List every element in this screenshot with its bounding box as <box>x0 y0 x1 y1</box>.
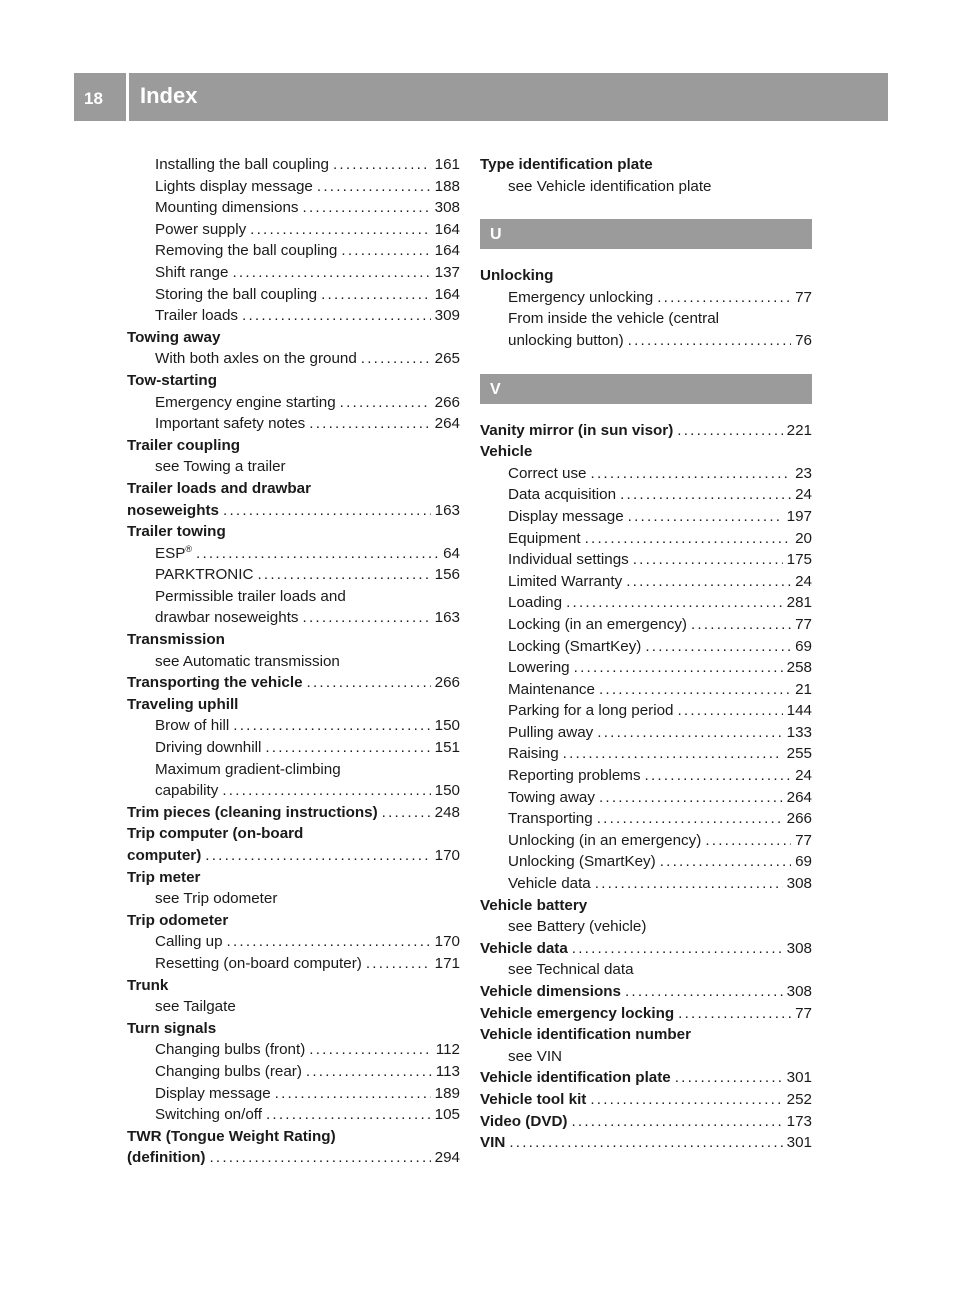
index-entry[interactable]: Lowering . . . 258 <box>480 657 812 679</box>
index-entry[interactable]: Loading . . . 281 <box>480 592 812 614</box>
index-entry[interactable]: Display message . . . 189 <box>127 1083 460 1105</box>
index-heading: Towing away <box>127 328 221 346</box>
index-entry[interactable]: Shift range . . . 137 <box>127 262 460 284</box>
index-entry[interactable]: Removing the ball coupling . . . 164 <box>127 240 460 262</box>
index-entry[interactable]: Brow of hill . . . 150 <box>127 715 460 737</box>
index-heading: Type identification plate <box>480 156 653 173</box>
index-heading: Unlocking <box>480 267 554 285</box>
index-entry[interactable]: Resetting (on-board computer) . . . 171 <box>127 953 460 975</box>
index-heading: Trailer loads and drawbar <box>127 479 311 497</box>
index-entry[interactable]: ESP® . . . 64 <box>127 543 460 565</box>
index-heading: TWR (Tongue Weight Rating) <box>127 1127 336 1145</box>
index-entry[interactable]: Vehicle tool kit . . . 252 <box>480 1089 812 1111</box>
index-heading: Trailer towing <box>127 523 226 541</box>
section-letter-u: U <box>480 219 812 249</box>
index-entry[interactable]: Changing bulbs (rear) . . . 113 <box>127 1061 460 1083</box>
index-entry[interactable]: Power supply . . . 164 <box>127 219 460 241</box>
index-entry[interactable]: Vehicle emergency locking . . . 77 <box>480 1003 812 1025</box>
index-entry[interactable]: computer) . . . 170 <box>127 845 460 867</box>
index-entry[interactable]: Equipment . . . 20 <box>480 528 812 550</box>
index-heading: Vehicle battery <box>480 896 588 914</box>
index-see-reference[interactable]: see Technical data <box>508 961 634 979</box>
index-entry[interactable]: Vehicle dimensions . . . 308 <box>480 981 812 1003</box>
index-heading: Trailer coupling <box>127 436 241 454</box>
index-entry[interactable]: Correct use . . . 23 <box>480 463 812 485</box>
page-header <box>74 73 888 121</box>
index-entry[interactable]: VIN . . . 301 <box>480 1132 812 1154</box>
index-entry[interactable]: Storing the ball coupling . . . 164 <box>127 284 460 306</box>
index-entry[interactable]: Trailer loads . . . 309 <box>127 305 460 327</box>
index-see-reference[interactable]: see Battery (vehicle) <box>508 918 647 936</box>
index-see-reference[interactable]: see Towing a trailer <box>155 458 286 476</box>
index-entry[interactable]: Parking for a long period . . . 144 <box>480 700 812 722</box>
page-number: 18 <box>84 89 103 108</box>
index-entry[interactable]: With both axles on the ground . . . 265 <box>127 348 460 370</box>
index-entry[interactable]: Video (DVD) . . . 173 <box>480 1111 812 1133</box>
index-entry[interactable]: Reporting problems . . . 24 <box>480 765 812 787</box>
index-see-reference[interactable]: see VIN <box>508 1047 563 1065</box>
index-entry[interactable]: Mounting dimensions . . . 308 <box>127 197 460 219</box>
index-entry[interactable]: noseweights . . . 163 <box>127 500 460 522</box>
index-see-reference[interactable]: see Vehicle identification plate <box>508 177 712 195</box>
registered-mark: ® <box>185 543 193 554</box>
index-heading: Trip meter <box>127 868 201 886</box>
index-heading: Trip computer (on-board <box>127 825 304 843</box>
index-entry-line: Maximum gradient-climbing <box>155 760 341 778</box>
index-entry[interactable]: Important safety notes . . . 264 <box>127 413 460 435</box>
index-entry[interactable]: Individual settings . . . 175 <box>480 549 812 571</box>
index-entry[interactable]: Emergency engine starting . . . 266 <box>127 392 460 414</box>
index-entry-line: Permissible trailer loads and <box>155 587 346 605</box>
index-entry[interactable]: Changing bulbs (front) . . . 112 <box>127 1039 460 1061</box>
index-entry[interactable]: Vehicle identification plate . . . 301 <box>480 1067 812 1089</box>
index-heading: Vehicle <box>480 443 533 461</box>
section-letter-v: V <box>480 374 812 404</box>
index-entry[interactable]: unlocking button) . . . 76 <box>480 330 812 352</box>
index-entry[interactable]: Transporting the vehicle . . . 266 <box>127 672 460 694</box>
index-entry[interactable]: Transporting . . . 266 <box>480 808 812 830</box>
index-entry[interactable]: Trim pieces (cleaning instructions) . . . 248 <box>127 802 460 824</box>
index-see-reference[interactable]: see Automatic transmission <box>155 652 340 670</box>
index-entry[interactable]: Calling up . . . 170 <box>127 931 460 953</box>
index-heading: Trip odometer <box>127 911 229 929</box>
index-entry[interactable]: Limited Warranty . . . 24 <box>480 571 812 593</box>
index-see-reference[interactable]: see Tailgate <box>155 998 236 1016</box>
index-entry[interactable]: (definition) . . . 294 <box>127 1147 460 1169</box>
page-title: Index <box>140 83 198 108</box>
index-see-reference[interactable]: see Trip odometer <box>155 890 278 908</box>
index-entry[interactable]: Locking (SmartKey) . . . 69 <box>480 636 812 658</box>
index-heading: Traveling uphill <box>127 695 239 713</box>
index-entry[interactable]: Data acquisition . . . 24 <box>480 484 812 506</box>
index-entry[interactable]: Pulling away . . . 133 <box>480 722 812 744</box>
index-entry[interactable]: Raising . . . 255 <box>480 743 812 765</box>
index-heading: Transmission <box>127 631 225 649</box>
index-heading: Turn signals <box>127 1019 217 1037</box>
index-heading: Tow-starting <box>127 371 217 389</box>
index-column-right <box>480 154 812 1154</box>
index-entry-line: From inside the vehicle (central <box>508 310 720 328</box>
index-entry[interactable]: Driving downhill . . . 151 <box>127 737 460 759</box>
index-heading: Trunk <box>127 976 169 994</box>
index-entry[interactable]: Lights display message . . . 188 <box>127 176 460 198</box>
index-entry[interactable]: Vehicle data . . . 308 <box>480 938 812 960</box>
index-entry[interactable]: Unlocking (in an emergency) . . . 77 <box>480 830 812 852</box>
index-entry[interactable]: Towing away . . . 264 <box>480 787 812 809</box>
index-entry[interactable]: drawbar noseweights . . . 163 <box>127 607 460 629</box>
index-entry[interactable]: PARKTRONIC . . . 156 <box>127 564 460 586</box>
index-entry[interactable]: Emergency unlocking . . . 77 <box>480 287 812 309</box>
index-entry[interactable]: Unlocking (SmartKey) . . . 69 <box>480 851 812 873</box>
index-entry[interactable]: Locking (in an emergency) . . . 77 <box>480 614 812 636</box>
index-entry[interactable]: capability . . . 150 <box>127 780 460 802</box>
index-heading: Vehicle identification number <box>480 1026 691 1044</box>
index-entry[interactable]: Vanity mirror (in sun visor) . . . 221 <box>480 420 812 442</box>
index-entry[interactable]: Display message . . . 197 <box>480 506 812 528</box>
index-entry[interactable]: Vehicle data . . . 308 <box>480 873 812 895</box>
header-divider <box>126 73 129 121</box>
index-entry[interactable]: Installing the ball coupling . . . 161 <box>127 154 460 176</box>
index-entry[interactable]: Maintenance . . . 21 <box>480 679 812 701</box>
index-column-left <box>127 154 460 1169</box>
index-entry[interactable]: Switching on/off . . . 105 <box>127 1104 460 1126</box>
